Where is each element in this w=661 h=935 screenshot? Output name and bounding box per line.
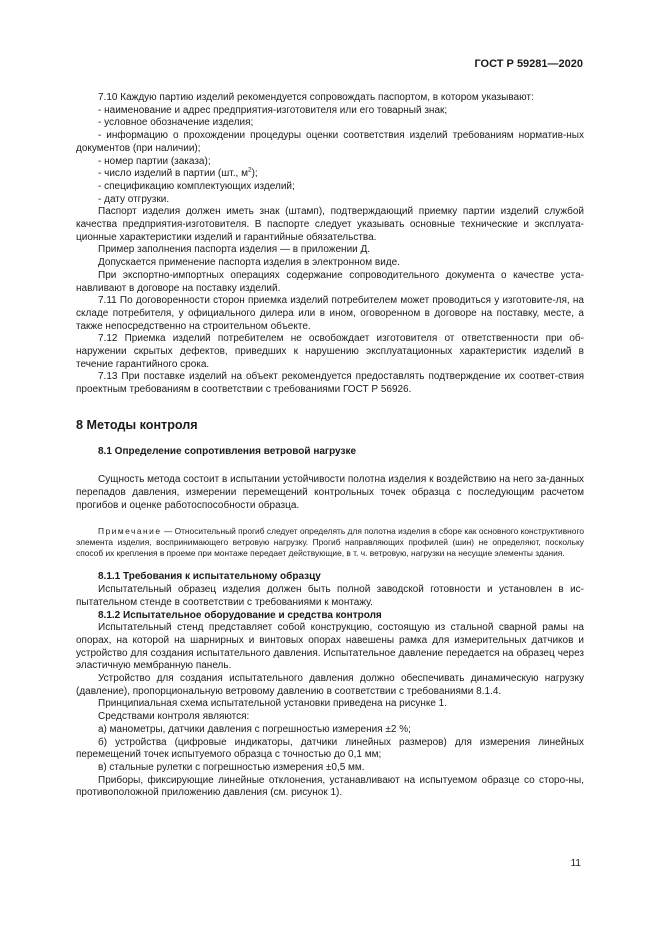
list-item: - дату отгрузки. [98, 193, 170, 205]
note [76, 526, 584, 559]
para-essence: Сущность метода состоит в испытании устойчивости полотна изделия к воздействию на него за-данных перепадов давления, измерении перемещений контрольных точек образца с последующим расчетом прогибов и оценке работоспособности образца. [76, 474, 584, 511]
list-item: в) стальные рулетки с погрешностью измерения ±0,5 мм. [98, 761, 365, 773]
list-item: б) устройства (цифровые индикаторы, датчики линейных размеров) для измерения линейных перемещений точек испытуемого образца с точностью до 0,1 мм; [76, 736, 584, 761]
para-7-13: 7.13 При поставке изделий на объект рекомендуется предоставлять подтверждение их соответ-ствия проектным требованиям в соответствии с требованиями ГОСТ Р 56926. [76, 371, 584, 396]
list-item-tail: ); [251, 168, 258, 180]
para-sample: Испытательный образец изделия должен быть полной заводской готовности и установлен в ис-пытательном стенде в соответствии с требованиями к монтажу. [76, 584, 584, 608]
list-item: а) манометры, датчики давления с погрешностью измерения ±2 %; [98, 723, 411, 735]
para-devices-fix: Приборы, фиксирующие линейные отклонения, устанавливают на испытуемом образце со сторо-ны, противоположной приложению давления (см. рисунок 1). [76, 774, 584, 799]
section-8-title: 8 Методы контроля [76, 417, 198, 432]
page-content [76, 92, 584, 800]
list-item [76, 168, 584, 181]
para-stamp: Паспорт изделия должен иметь знак (штамп), подтверждающий приемку партии изделий службой качества предприятия-изготовителя. В паспорте следует указывать основные технические и эксплуата-ционные характеристики изделий и гарантийные обязательства. [76, 206, 584, 243]
list-item: - наименование и адрес предприятия-изготовителя или его товарный знак; [98, 104, 448, 116]
page-header-standard: ГОСТ Р 59281—2020 [474, 58, 583, 70]
para-7-12: 7.12 Приемка изделий потребителем не освобождает изготовителя от ответственности при об-наружении скрытых дефектов, приведших к нарушению эксплуатационных характеристик изделий в течение гарантийного срока. [76, 333, 584, 370]
list-item: - спецификацию комплектующих изделий; [98, 180, 295, 192]
para-example: Пример заполнения паспорта изделия — в приложении Д. [98, 244, 371, 256]
para-scheme: Принципиальная схема испытательной установки приведена на рисунке 1. [98, 698, 448, 710]
para-7-11: 7.11 По договоренности сторон приемка изделий потребителем может проводиться у изготовите-ля, на складе потребителя, у официального дилера или в ином, оговоренном в договоре на поставку, месте, а также непосредственно на строительном объекте. [76, 295, 584, 332]
superscript: 2 [247, 166, 252, 174]
list-item: - информацию о прохождении процедуры оценки соответствия изделий требованиям норматив-ных документов (при наличии); [76, 130, 584, 154]
list-item-text: - число изделий в партии (шт., м [98, 168, 248, 180]
para-electronic: Допускается применение паспорта изделия в электронном виде. [98, 257, 400, 269]
para-means-intro: Средствами контроля являются: [98, 711, 250, 723]
note-text: — Относительный прогиб следует определять для полотна изделия в сборе как основного конструктивного элемента изделия, воспринимающего ветровую нагрузку. Прогиб направляющих профилей (шин) не определяют, поскольку способ их крепления в проеме при монтаже передает действующие, в т. ч. ветровую, нагрузки на несущие элементы здания. [76, 526, 584, 559]
section-8-1-title: 8.1 Определение сопротивления ветровой нагрузке [98, 445, 357, 457]
section-8-1-1-title: 8.1.1 Требования к испытательному образцу [98, 571, 321, 583]
para-device: Устройство для создания испытательного давления должно обеспечивать динамическую нагрузку (давление), пропорциональную ветровому давлению в соответствии с требованиями 8.1.4. [76, 673, 584, 697]
page-number: 11 [570, 858, 581, 869]
para-7-10-intro: 7.10 Каждую партию изделий рекомендуется сопровождать паспортом, в котором указывают: [98, 92, 534, 103]
section-8-1-2-title: 8.1.2 Испытательное оборудование и средства контроля [98, 609, 382, 621]
list-item: - условное обозначение изделия; [98, 117, 254, 129]
para-export: При экспортно-импортных операциях содержание сопроводительного документа о качестве уста-навливают в договоре на поставку изделий. [76, 269, 584, 294]
para-stand: Испытательный стенд представляет собой конструкцию, состоящую из стальной сварной рамы на опорах, на которой на шарнирных и винтовых опорах навешены рамка для измерительных датчиков и устройство для создания испытательного давления. Испытательное давление передается на образец через эластичную мембранную панель. [76, 622, 584, 672]
list-item: - номер партии (заказа); [98, 155, 211, 167]
note-label: Примечание [98, 526, 162, 537]
